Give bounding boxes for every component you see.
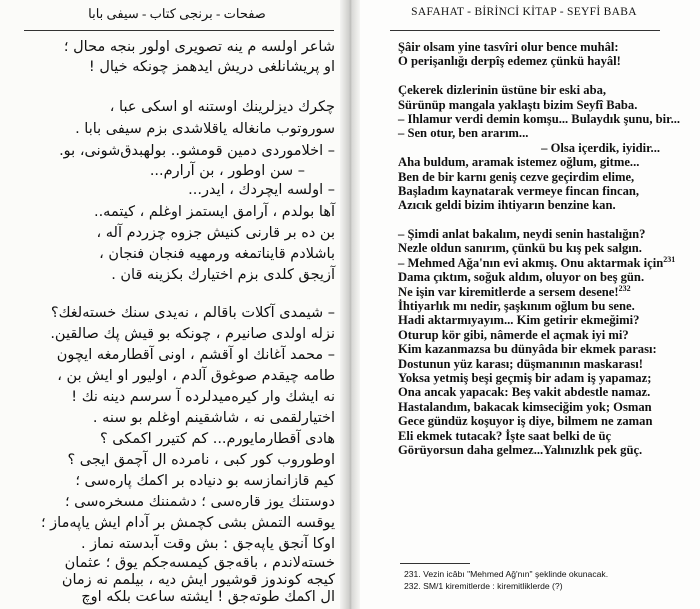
poem-line: Yoksa yetmiş beşi geçmiş bir adam iş yapamaz; bbox=[398, 370, 652, 385]
ottoman-line: – اولسه ایچردك ، ایدر... bbox=[188, 182, 335, 198]
poem-line: – Olsa içerdik, iyidir... bbox=[541, 140, 660, 155]
ottoman-line: بن ده بر قارنی کنیش جزوه چزردم آله ، bbox=[96, 225, 335, 241]
ottoman-line: یوقسه التمش بشی کچمش بر آدام ایش یاپه‌ماز ؛ bbox=[40, 515, 335, 531]
poem-line: Aha buldum, aramak istemez oğlum, gitme... bbox=[398, 155, 640, 170]
ottoman-line: باشلادم قایناتمغه ورمهیه فنجان فنجان ، bbox=[99, 246, 335, 262]
poem-text bbox=[398, 40, 698, 457]
stanza-gap bbox=[398, 69, 698, 83]
poem-line: Çekerek dizlerinin üstüne bir eski aba, bbox=[398, 83, 607, 98]
poem-line: – Şimdi anlat bakalım, neydi senin hastalığın? bbox=[398, 227, 646, 242]
ottoman-line: خسته‌لاندم ، باقه‌جق کیمسه‌جکم یوق ؛ عثمان bbox=[64, 555, 335, 571]
poem-line: Sürünüp mangala yaklaştı bizim Seyfî Baba. bbox=[398, 97, 638, 112]
poem-line: Nezle oldun sanırım, çünkü bu kış pek salgın. bbox=[398, 241, 642, 256]
poem-line: Hadi aktarmıyayım... Kim getirir ekmeğimi? bbox=[398, 313, 640, 328]
ottoman-line: سوروتوب مانغاله یاقلاشدی بزم سیفی بابا . bbox=[75, 121, 335, 137]
ottoman-line: اختیارلقمی نه ، شاشقینم اوغلم بو سنه . bbox=[92, 410, 335, 426]
poem-line: Gece gündüz koşuyor iş diye, bilmem ne zaman bbox=[398, 414, 653, 429]
poem-line: Görüyorsun daha gelmez...Yalınızlık pek güç. bbox=[398, 442, 643, 457]
poem-line: Hastalandım, bakacak kimseciğim yok; Osman bbox=[398, 399, 652, 414]
footnote-rule bbox=[400, 563, 470, 564]
ottoman-line: چکرك دیزلرینك اوستنه او اسکی عبا ، bbox=[109, 99, 335, 115]
left-header-rule bbox=[24, 30, 334, 31]
poem-line: Ben de bir karnı geniş cezve geçirdim elime, bbox=[398, 169, 635, 184]
poem-line bbox=[398, 285, 698, 299]
ottoman-line: کیجه کوندوز قوشیور ایش دیه ، بیلمم نه زمان bbox=[61, 572, 335, 588]
poem-line: İhtiyarlık mı nedir, şaşkınım oğlum bu sene. bbox=[398, 299, 635, 314]
poem-line: Dostunun yüz karası; düşmanının maskarası! bbox=[398, 356, 643, 371]
footnotes bbox=[404, 568, 694, 592]
ottoman-line: – اخلاموردی دمین قومشو.. بولهبدق‌شونی، بو. bbox=[59, 143, 335, 159]
poem-line: Azıcık geldi bizim ihtiyarın benzine kan. bbox=[398, 198, 616, 213]
book-gutter bbox=[340, 0, 360, 609]
poem-line: – Sen otur, ben ararım... bbox=[398, 126, 529, 141]
poem-line-text: Ne işin var kiremitlerde a sersem desene! bbox=[398, 284, 619, 299]
ottoman-line: – شیمدی آکلات باقالم ، نه‌یدی سنك خسته‌لغك؟ bbox=[50, 305, 335, 321]
ottoman-line: نزله اولدی صانیرم ، چونکه بو قیش پك صالقین. bbox=[50, 326, 335, 342]
poem-line: – Ihlamur verdi demin komşu... Bulaydık şunu, bir... bbox=[398, 111, 681, 126]
poem-line: Dama çıktım, soğuk aldım, oluyor on beş gün. bbox=[398, 270, 645, 285]
stanza-gap bbox=[398, 213, 698, 227]
poem-line: O perişanlığı derpîş edemez çünkü hayâl! bbox=[398, 54, 621, 69]
footnote-231: 231. Vezin icâbı "Mehmed Ağ'nın" şeklinde okunacak. bbox=[404, 569, 609, 579]
ottoman-line: آزیجق کلدی بزم اختیارك بکزینه قان . bbox=[111, 267, 335, 283]
right-page-header: SAFAHAT - BİRİNCİ KİTAP - SEYFİ BABA bbox=[411, 6, 637, 18]
ottoman-line: – محمد آغانك او آقشم ، اونی آقطارمغه ایچون bbox=[56, 347, 335, 363]
ottoman-line: ال اکمك طوته‌جق ! ایشته ساعت بلکه اوچ bbox=[81, 589, 335, 605]
ottoman-line: اوطوروب کور کبی ، نامرده ال آچمق ایجی ؟ bbox=[67, 452, 335, 468]
ottoman-line: – سن اوطور ، بن آرارم... bbox=[149, 163, 305, 179]
poem-line: Ona ancak yapacak: Beş vakit abdestle namaz. bbox=[398, 385, 651, 400]
poem-line bbox=[398, 256, 698, 270]
right-header-rule bbox=[390, 30, 660, 31]
ottoman-line: کیم قازانمازسه بو دنیاده بر اکمك پاره‌سی ؛ bbox=[75, 473, 335, 489]
footnote-ref: 231 bbox=[663, 254, 676, 264]
footnote-232: 232. SM/1 kiremitlerde : kiremitliklerde (?) bbox=[404, 581, 563, 591]
left-page-header: صفحات - برنجی کتاب - سیفی بابا bbox=[88, 6, 266, 21]
ottoman-line: آها بولدم ، آرامق ایستمز اوغلم ، کیتمه.. bbox=[93, 204, 335, 220]
ottoman-line: هادی آقطارمایورم... کم کتیرر اکمکی ؟ bbox=[99, 431, 335, 447]
footnote-ref: 232 bbox=[618, 283, 631, 293]
poem-line: Kim kazanmazsa bu dünyâda bir ekmek parası: bbox=[398, 342, 657, 357]
poem-line: Oturup kör gibi, nâmerde el açmak iyi mi? bbox=[398, 327, 629, 342]
poem-line: Şâir olsam yine tasvîri olur bence muhâl: bbox=[398, 40, 619, 54]
poem-line: Eli ekmek tutacak? İşte saat belki de üç bbox=[398, 428, 612, 443]
ottoman-line: نه ایشك وار کیره‌میدلرده آ سرسم دینه نك ! bbox=[71, 389, 335, 405]
poem-line-text: – Mehmed Ağa'nın evi akmış. Onu aktarmak için bbox=[398, 255, 664, 270]
ottoman-line: شاعر اولسه م ینه تصویری اولور بنجه محال ؛ bbox=[63, 39, 335, 55]
ottoman-line: طامه چیقدم صوغوق آلدم ، اولیور او ایش بن ، bbox=[57, 368, 335, 384]
ottoman-line: دوستنك یوز قاره‌سی ؛ دشمننك مسخره‌سی ؛ bbox=[64, 494, 335, 510]
ottoman-line: اوکا آنجق یاپه‌جق : بش وقت آبدسته نماز . bbox=[80, 536, 335, 552]
poem-line: Başladım kaynatarak vermeye fincan fincan, bbox=[398, 183, 640, 198]
ottoman-line: او پریشانلغی دریش ایدهمز چونکه خیال ! bbox=[88, 59, 335, 75]
